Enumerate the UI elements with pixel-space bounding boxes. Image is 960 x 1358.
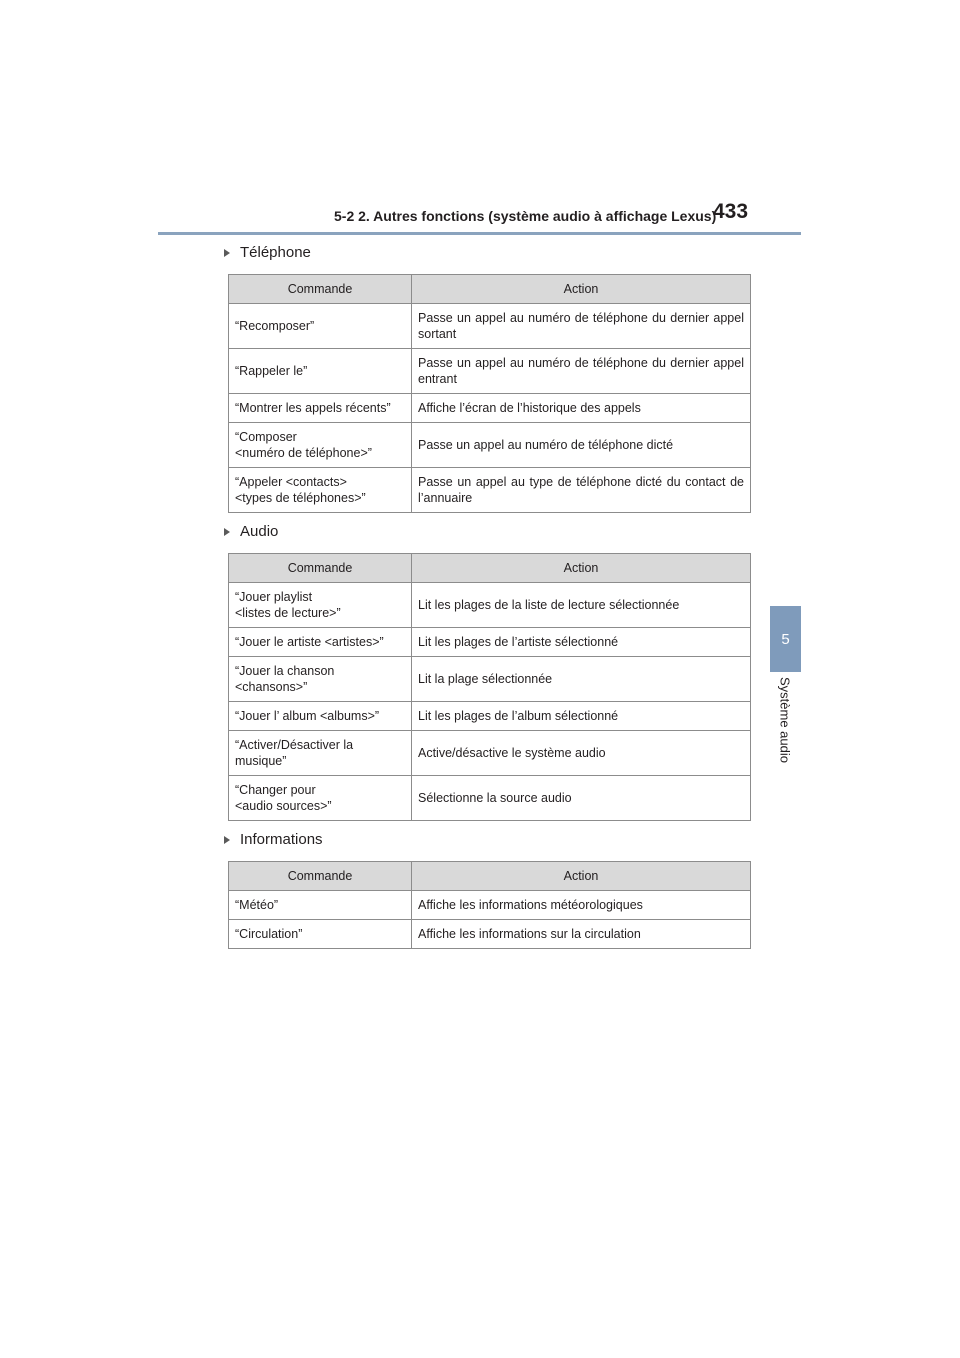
action-cell: Lit la plage sélectionnée (412, 657, 751, 702)
action-cell: Passe un appel au numéro de téléphone du dernier appel sortant (412, 304, 751, 349)
action-cell: Passe un appel au type de téléphone dicté du contact de l’annuaire (412, 468, 751, 513)
triangle-bullet-icon (224, 528, 230, 536)
triangle-bullet-icon (224, 836, 230, 844)
command-cell: “Montrer les appels récents” (229, 394, 412, 423)
audio-table (228, 553, 751, 821)
telephone-table (228, 274, 751, 513)
header-rule (158, 232, 801, 235)
command-cell: “Jouer playlist <listes de lecture>” (229, 583, 412, 628)
command-cell: “Changer pour <audio sources>” (229, 776, 412, 821)
column-header-action: Action (412, 554, 751, 583)
table-row (229, 920, 751, 949)
command-cell: “Composer <numéro de téléphone>” (229, 423, 412, 468)
chapter-label: Système audio (777, 677, 793, 763)
table-row (229, 776, 751, 821)
action-cell: Passe un appel au numéro de téléphone dicté (412, 423, 751, 468)
action-cell: Lit les plages de l’artiste sélectionné (412, 628, 751, 657)
command-cell: “Rappeler le” (229, 349, 412, 394)
header-title: 5-2 2. Autres fonctions (système audio à affichage Lexus) (334, 208, 717, 224)
chapter-number: 5 (781, 630, 790, 648)
table-row (229, 583, 751, 628)
command-cell: “Météo” (229, 891, 412, 920)
action-cell: Passe un appel au numéro de téléphone du dernier appel entrant (412, 349, 751, 394)
action-cell: Lit les plages de la liste de lecture sélectionnée (412, 583, 751, 628)
table-row (229, 731, 751, 776)
section-heading-label: Téléphone (240, 244, 311, 261)
table-row (229, 468, 751, 513)
table-row (229, 423, 751, 468)
column-header-action: Action (412, 862, 751, 891)
column-header-command: Commande (229, 554, 412, 583)
section-heading-audio (224, 523, 278, 540)
action-cell: Sélectionne la source audio (412, 776, 751, 821)
command-cell: “Jouer la chanson <chansons>” (229, 657, 412, 702)
section-heading-telephone (224, 244, 311, 261)
informations-table (228, 861, 751, 949)
action-cell: Affiche les informations sur la circulation (412, 920, 751, 949)
table-row (229, 891, 751, 920)
page-number: 433 (713, 200, 749, 223)
section-heading-label: Informations (240, 831, 323, 848)
command-cell: “Jouer l’ album <albums>” (229, 702, 412, 731)
command-cell: “Appeler <contacts> <types de téléphones>” (229, 468, 412, 513)
column-header-action: Action (412, 275, 751, 304)
column-header-command: Commande (229, 275, 412, 304)
action-cell: Affiche les informations météorologiques (412, 891, 751, 920)
command-cell: “Jouer le artiste <artistes>” (229, 628, 412, 657)
action-cell: Affiche l’écran de l’historique des appels (412, 394, 751, 423)
table-row (229, 349, 751, 394)
triangle-bullet-icon (224, 249, 230, 257)
table-row (229, 394, 751, 423)
chapter-tab (770, 606, 801, 672)
table-row (229, 628, 751, 657)
command-cell: “Circulation” (229, 920, 412, 949)
table-row (229, 657, 751, 702)
section-heading-label: Audio (240, 523, 279, 540)
command-cell: “Recomposer” (229, 304, 412, 349)
table-row (229, 304, 751, 349)
action-cell: Active/désactive le système audio (412, 731, 751, 776)
table-row (229, 702, 751, 731)
command-cell: “Activer/Désactiver la musique” (229, 731, 412, 776)
column-header-command: Commande (229, 862, 412, 891)
section-heading-informations (224, 831, 323, 848)
action-cell: Lit les plages de l’album sélectionné (412, 702, 751, 731)
